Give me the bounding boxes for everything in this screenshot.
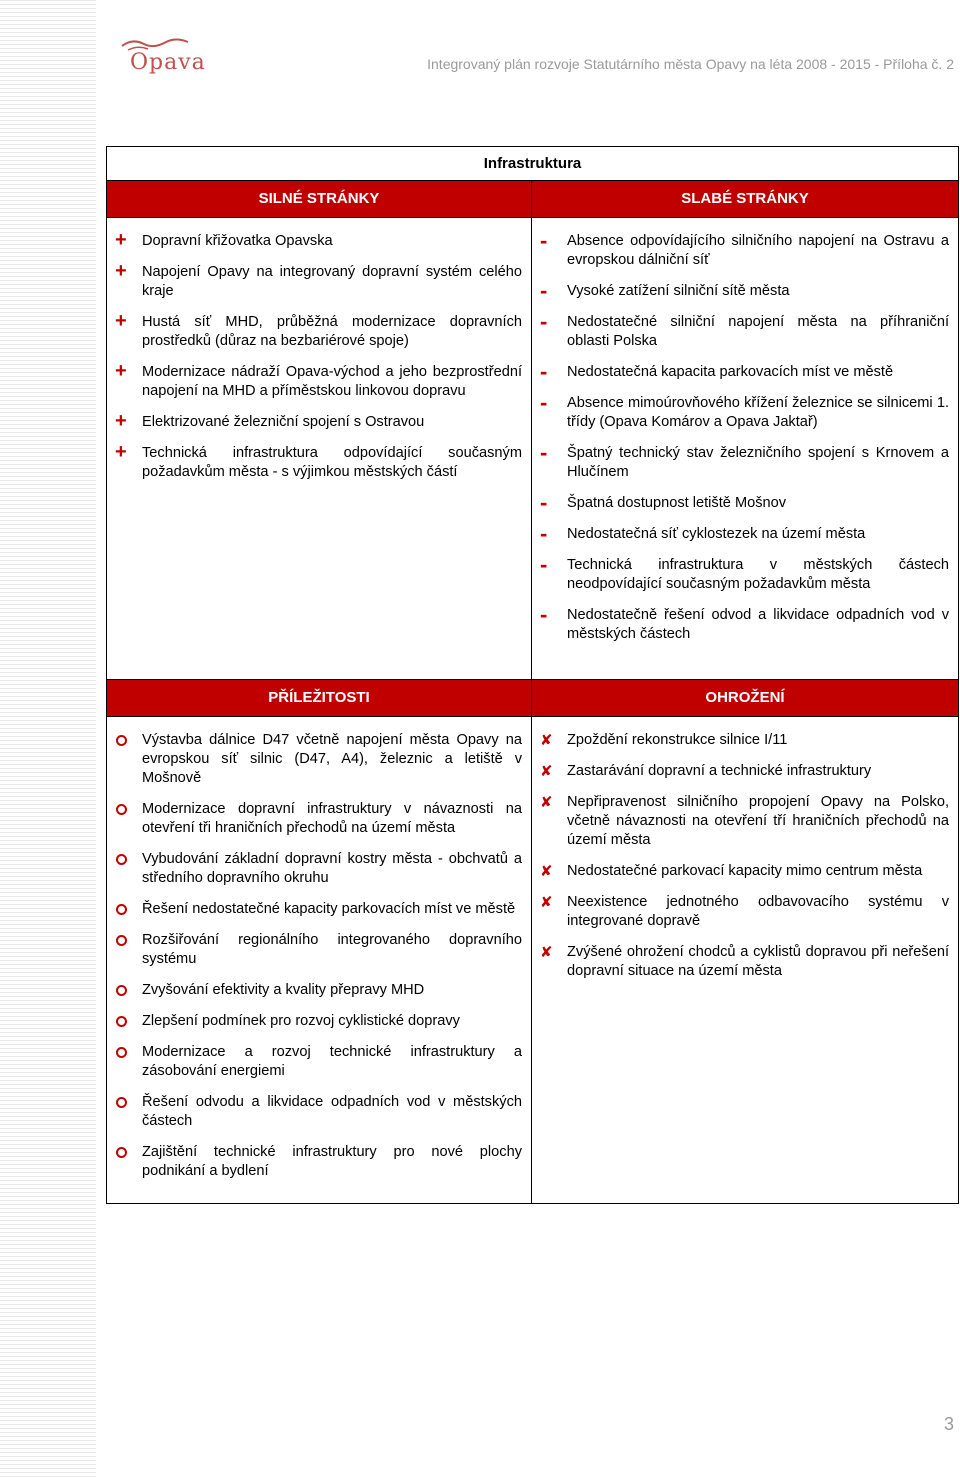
list-item: Modernizace a rozvoj technické infrastruktury a zásobování energiemi bbox=[115, 1043, 522, 1081]
list-item: - Špatný technický stav železničního spojení s Krnovem a Hlučínem bbox=[540, 440, 949, 480]
list-item: - Technická infrastruktura v městských částech neodpovídající současným požadavkům města bbox=[540, 552, 949, 592]
circle-bullet-icon bbox=[116, 1147, 127, 1158]
list-item: Zvyšování efektivity a kvality přepravy MHD bbox=[115, 981, 522, 1000]
list-item: ✘ Zastarávání dopravní a technické infrastruktury bbox=[540, 763, 872, 780]
page-number: 3 bbox=[943, 1414, 954, 1434]
cross-icon: ✘ bbox=[540, 944, 553, 961]
circle-bullet-icon bbox=[116, 854, 127, 865]
plus-icon: + bbox=[115, 360, 127, 382]
swot-table bbox=[106, 146, 959, 1204]
minus-icon: - bbox=[540, 228, 548, 253]
list-item: - Nedostatečné silniční napojení města na příhraniční oblasti Polska bbox=[540, 309, 949, 349]
logo-text: Opava bbox=[130, 50, 206, 75]
list-item: Zajištění technické infrastruktury pro nové plochy podnikání a bydlení bbox=[115, 1143, 522, 1181]
plus-icon: + bbox=[115, 229, 127, 251]
minus-icon: - bbox=[540, 440, 548, 465]
list-item: - Absence odpovídajícího silničního napojení na Ostravu a evropskou dálniční síť bbox=[540, 228, 949, 268]
cross-icon: ✘ bbox=[540, 794, 553, 811]
list-item: Řešení odvodu a likvidace odpadních vod v městských částech bbox=[115, 1093, 522, 1131]
minus-icon: - bbox=[540, 309, 548, 334]
threats-cell bbox=[532, 717, 959, 1204]
circle-bullet-icon bbox=[116, 985, 127, 996]
weaknesses-list bbox=[540, 228, 949, 644]
list-item: Rozšiřování regionálního integrovaného dopravního systému bbox=[115, 931, 522, 969]
cross-icon: ✘ bbox=[540, 732, 553, 749]
opportunities-list bbox=[115, 731, 522, 1181]
opportunities-cell bbox=[107, 717, 532, 1204]
threats-heading: OHROŽENÍ bbox=[532, 680, 959, 717]
weaknesses-cell bbox=[532, 218, 959, 680]
cross-icon: ✘ bbox=[540, 863, 553, 880]
plus-icon: + bbox=[115, 310, 127, 332]
list-item: ✘ Zvýšené ohrožení chodců a cyklistů dopravou při neřešení dopravní situace na území města bbox=[540, 944, 949, 979]
list-item: Zlepšení podmínek pro rozvoj cyklistické dopravy bbox=[115, 1012, 522, 1031]
decorative-stripes bbox=[0, 0, 96, 1477]
circle-bullet-icon bbox=[116, 1016, 127, 1027]
strengths-cell bbox=[107, 218, 532, 680]
list-item: Vybudování základní dopravní kostry města - obchvatů a středního dopravního okruhu bbox=[115, 850, 522, 888]
plus-icon: + bbox=[115, 441, 127, 463]
opportunities-heading: PŘÍLEŽITOSTI bbox=[107, 680, 532, 717]
list-item: - Nedostatečná síť cyklostezek na území města bbox=[540, 521, 866, 546]
list-item: ✘ Zpoždění rekonstrukce silnice I/11 bbox=[540, 732, 788, 749]
strengths-heading: SILNÉ STRÁNKY bbox=[107, 181, 532, 218]
list-item: ✘ Neexistence jednotného odbavovacího systému v integrované dopravě bbox=[540, 894, 949, 929]
minus-icon: - bbox=[540, 521, 548, 546]
document-header-title: Integrovaný plán rozvoje Statutárního města Opavy na léta 2008 - 2015 - Příloha č. 2 bbox=[427, 56, 954, 72]
list-item: - Špatná dostupnost letiště Mošnov bbox=[540, 490, 787, 515]
circle-bullet-icon bbox=[116, 1047, 127, 1058]
circle-bullet-icon bbox=[116, 804, 127, 815]
minus-icon: - bbox=[540, 602, 548, 627]
list-item: - Nedostatečně řešení odvod a likvidace odpadních vod v městských částech bbox=[540, 602, 949, 642]
list-item: - Nedostatečná kapacita parkovacích míst ve městě bbox=[540, 359, 894, 384]
table-title: Infrastruktura bbox=[107, 147, 959, 181]
list-item: + Modernizace nádraží Opava-východ a jeho bezprostřední napojení na MHD a příměstskou linkovou dopravu bbox=[115, 360, 522, 399]
list-item: + Hustá síť MHD, průběžná modernizace dopravních prostředků (důraz na bezbariérové spoje) bbox=[115, 310, 522, 349]
circle-bullet-icon bbox=[116, 1097, 127, 1108]
list-item: + Elektrizované železniční spojení s Ostravou bbox=[115, 410, 425, 432]
list-item: + Napojení Opavy na integrovaný dopravní systém celého kraje bbox=[115, 260, 522, 299]
cross-icon: ✘ bbox=[540, 763, 553, 780]
minus-icon: - bbox=[540, 552, 548, 577]
strengths-list bbox=[115, 229, 522, 482]
list-item: + Technická infrastruktura odpovídající současným požadavkům města - s výjimkou městských částí bbox=[115, 441, 522, 480]
list-item: Výstavba dálnice D47 včetně napojení města Opavy na evropskou síť silnic (D47, A4), železnic a letiště v Mošnově bbox=[115, 731, 522, 788]
circle-bullet-icon bbox=[116, 735, 127, 746]
list-item: Modernizace dopravní infrastruktury v návaznosti na otevření tři hraničních přechodů na území města bbox=[115, 800, 522, 838]
list-item: ✘ Nedostatečné parkovací kapacity mimo centrum města bbox=[540, 863, 923, 880]
list-item: - Vysoké zatížení silniční sítě města bbox=[540, 278, 790, 303]
minus-icon: - bbox=[540, 490, 548, 515]
minus-icon: - bbox=[540, 359, 548, 384]
list-item: ✘ Nepřipravenost silničního propojení Opavy na Polsko, včetně návaznosti na otevření tří hraničních přechodů na území města bbox=[540, 794, 949, 848]
list-item: + Dopravní křižovatka Opavska bbox=[115, 229, 333, 251]
cross-icon: ✘ bbox=[540, 894, 553, 911]
weaknesses-heading: SLABÉ STRÁNKY bbox=[532, 181, 959, 218]
threats-list bbox=[540, 731, 949, 981]
list-item: Řešení nedostatečné kapacity parkovacích míst ve městě bbox=[115, 900, 522, 919]
plus-icon: + bbox=[115, 260, 127, 282]
minus-icon: - bbox=[540, 390, 548, 415]
list-item: - Absence mimoúrovňového křížení železnice se silnicemi 1. třídy (Opava Komárov a Opava Jaktař) bbox=[540, 390, 949, 430]
plus-icon: + bbox=[115, 410, 127, 432]
minus-icon: - bbox=[540, 278, 548, 303]
circle-bullet-icon bbox=[116, 904, 127, 915]
circle-bullet-icon bbox=[116, 935, 127, 946]
